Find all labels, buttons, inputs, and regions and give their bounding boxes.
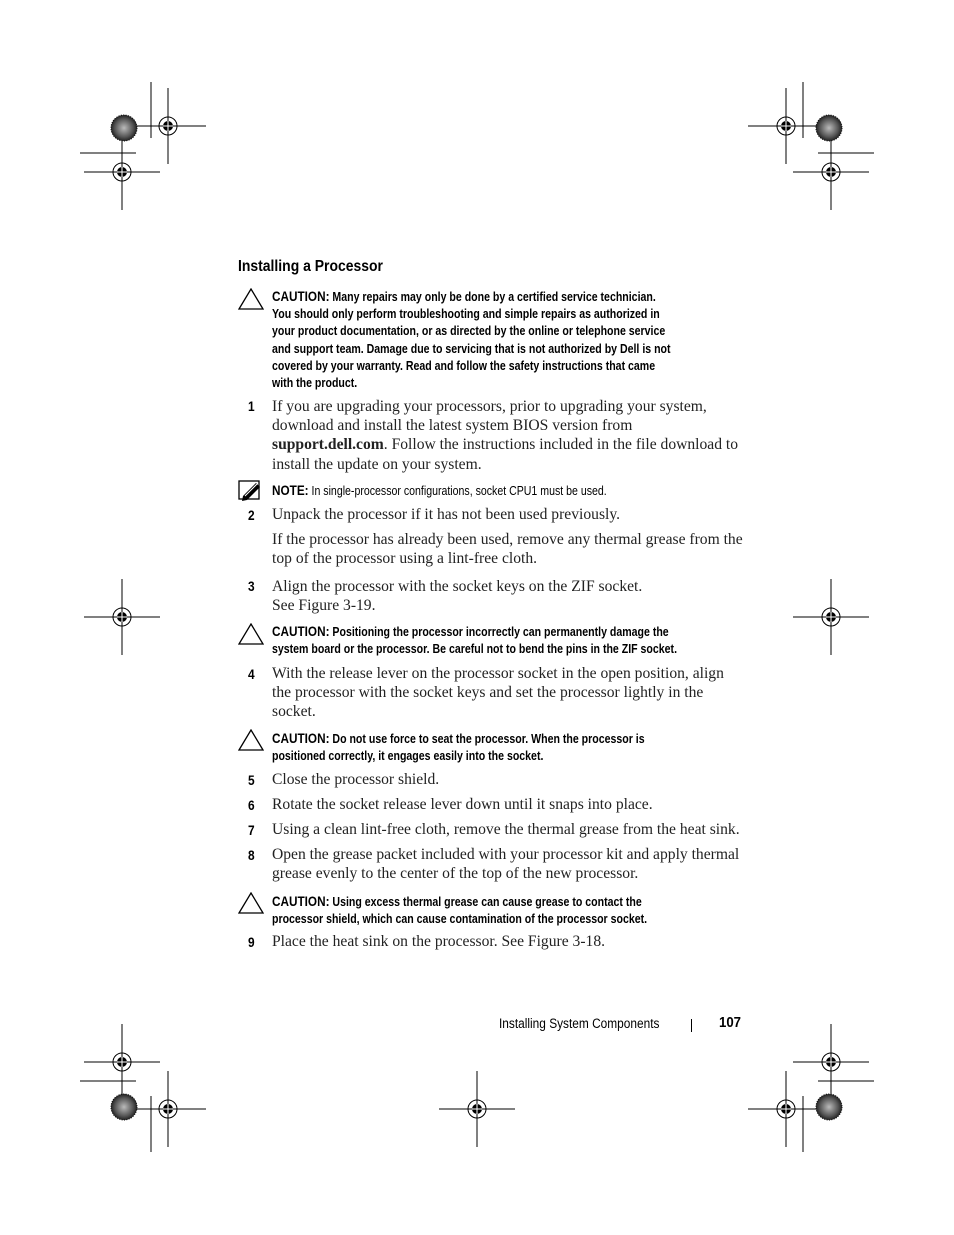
color-rosette-icon — [111, 1094, 137, 1120]
caution-triangle-icon — [238, 623, 264, 645]
step-line: Place the heat sink on the processor. See Figure 3-18. — [272, 933, 606, 950]
step-line: socket. — [272, 703, 316, 721]
step-line: With the release lever on the processor socket in the open position, align — [272, 665, 724, 682]
step-number: 8 — [248, 847, 255, 863]
crop-mark-icon — [439, 1071, 515, 1147]
step-number: 2 — [248, 507, 255, 523]
footer-divider — [691, 1019, 692, 1032]
note-label: NOTE: — [272, 482, 309, 498]
step-text — [272, 577, 747, 615]
color-rosette-icon — [816, 1094, 842, 1120]
footer-chapter-title: Installing System Components — [499, 1016, 660, 1031]
step-number: 4 — [248, 666, 255, 682]
step-text — [272, 820, 762, 839]
crop-mark-icon — [793, 134, 869, 210]
note-line: In single-processor configurations, socket CPU1 must be used. — [311, 484, 607, 498]
caution-line: Using excess thermal grease can cause grease to contact the — [332, 895, 642, 909]
caution-line: Positioning the processor incorrectly can permanently damage the — [332, 625, 669, 639]
step-text — [272, 397, 747, 474]
page-number: 107 — [719, 1014, 742, 1031]
step-number: 3 — [248, 578, 255, 594]
step-line: Open the grease packet included with your processor kit and apply thermal — [272, 846, 740, 863]
caution-line: You should only perform troubleshooting and simple repairs as authorized in — [272, 307, 660, 322]
step-line: grease evenly to the center of the top of the new processor. — [272, 865, 639, 883]
caution-line: with the product. — [272, 376, 358, 391]
note-pencil-icon — [238, 480, 262, 502]
crop-mark-icon — [130, 88, 206, 164]
step-line: Close the processor shield. — [272, 771, 440, 788]
caution-callout — [272, 730, 709, 765]
step-line: See Figure 3-19. — [272, 597, 376, 615]
caution-line: processor shield, which can cause contamination of the processor socket. — [272, 912, 648, 927]
step-line: Using a clean lint-free cloth, remove the thermal grease from the heat sink. — [272, 821, 740, 838]
step-number: 7 — [248, 822, 255, 838]
caution-line: Do not use force to seat the processor. When the processor is — [332, 732, 645, 746]
caution-callout — [272, 288, 709, 392]
step-number: 9 — [248, 934, 255, 950]
step-text — [272, 795, 747, 814]
step-text — [272, 505, 747, 524]
step-line: Rotate the socket release lever down until it snaps into place. — [272, 796, 653, 813]
color-rosette-icon — [816, 115, 842, 141]
caution-line: your product documentation, or as directed by the online or telephone service — [272, 324, 666, 339]
crop-mark-icon — [130, 1071, 206, 1147]
caution-label: CAUTION: — [272, 623, 330, 639]
step-number: 5 — [248, 772, 255, 788]
step-line: If you are upgrading your processors, prior to upgrading your system, — [272, 398, 707, 415]
caution-line: positioned correctly, it engages easily into the socket. — [272, 749, 544, 764]
step-text — [272, 664, 747, 722]
caution-triangle-icon — [238, 892, 264, 914]
caution-triangle-icon — [238, 288, 264, 310]
step-number: 1 — [248, 398, 255, 414]
crop-mark-icon — [84, 1024, 160, 1100]
support-link[interactable]: support.dell.com — [272, 436, 384, 454]
caution-label: CAUTION: — [272, 893, 330, 909]
caution-triangle-icon — [238, 729, 264, 751]
crop-mark-icon — [84, 134, 160, 210]
crop-mark-icon — [748, 88, 824, 164]
step-line: download and install the latest system BIOS version from — [272, 417, 633, 435]
step-line: . Follow the instructions included in the file download to — [383, 436, 739, 454]
caution-callout — [272, 893, 709, 928]
crop-mark-icon — [84, 579, 160, 655]
step-line: If the processor has already been used, remove any thermal grease from the — [272, 531, 743, 548]
color-rosette-icon — [111, 115, 137, 141]
caution-label: CAUTION: — [272, 288, 330, 304]
note-callout — [272, 482, 709, 500]
step-paragraph — [272, 530, 747, 568]
step-line: top of the processor using a lint-free cloth. — [272, 550, 538, 568]
step-line: Unpack the processor if it has not been used previously. — [272, 506, 621, 523]
caution-line: Many repairs may only be done by a certified service technician. — [332, 290, 656, 304]
step-line: install the update on your system. — [272, 455, 482, 473]
caution-line: system board or the processor. Be careful not to bend the pins in the ZIF socket. — [272, 642, 678, 657]
step-text — [272, 845, 747, 883]
crop-mark-icon — [748, 1071, 824, 1147]
caution-line: covered by your warranty. Read and follow the safety instructions that came — [272, 358, 656, 373]
step-line: Align the processor with the socket keys on the ZIF socket. — [272, 578, 643, 595]
step-text — [272, 770, 747, 789]
step-text — [272, 932, 747, 951]
section-heading: Installing a Processor — [238, 258, 383, 275]
caution-label: CAUTION: — [272, 730, 330, 746]
step-line: the processor with the socket keys and set the processor lightly in the — [272, 684, 704, 702]
crop-mark-icon — [793, 1024, 869, 1100]
step-number: 6 — [248, 797, 255, 813]
caution-line: and support team. Damage due to servicing that is not authorized by Dell is not — [272, 341, 671, 356]
crop-mark-icon — [793, 579, 869, 655]
caution-callout — [272, 623, 709, 658]
